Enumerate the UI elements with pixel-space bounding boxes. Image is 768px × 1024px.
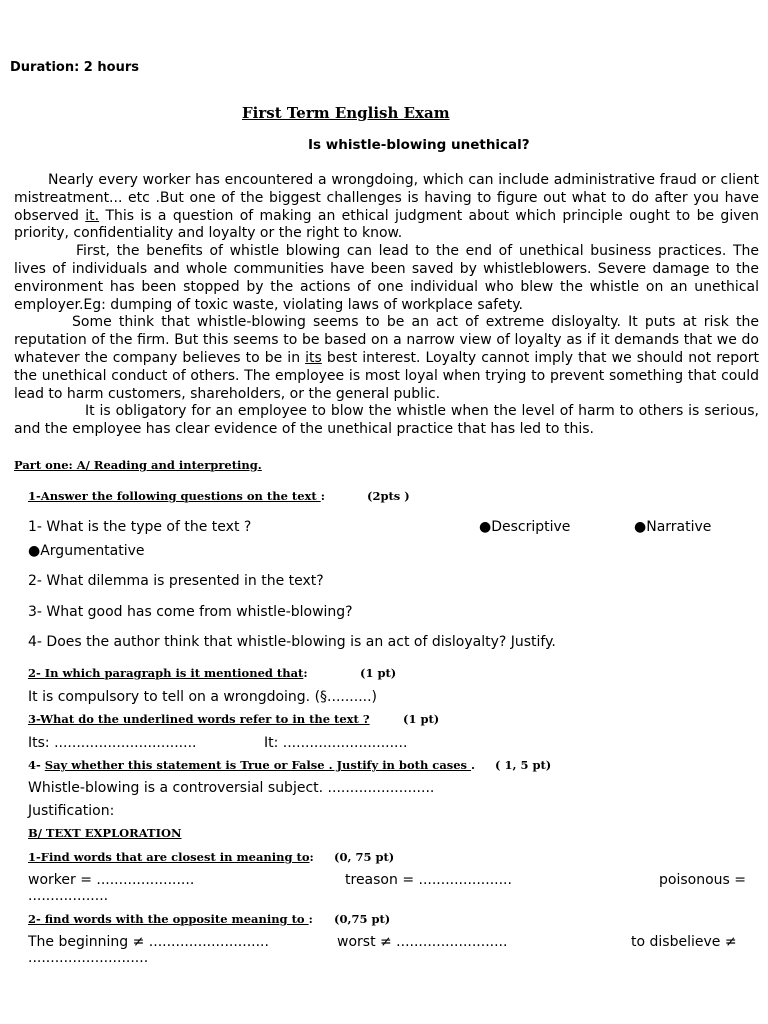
paragraph-4 — [14, 403, 759, 439]
section-4-dot: . — [471, 758, 476, 772]
underlined-word-it: it. — [85, 207, 100, 224]
question-1: 1- What is the type of the text ? — [28, 519, 252, 535]
exploration-section-2-points: (0,75 pt) — [334, 912, 391, 926]
option-descriptive: ●Descriptive — [479, 519, 571, 535]
synonym-poisonous-answer: .................. — [28, 888, 109, 904]
paragraph-2 — [14, 243, 759, 314]
opposite-disbelieve-answer: ........................... — [28, 950, 149, 966]
justification-label: Justification: — [28, 803, 115, 819]
synonym-treason: treason = ..................... — [345, 872, 512, 888]
exploration-section-1-heading — [28, 850, 314, 864]
section-3-points: (1 pt) — [403, 712, 440, 726]
section-1-colon: : — [320, 489, 325, 503]
synonym-worker: worker = ...................... — [28, 872, 195, 888]
exploration-section-1-points: (0, 75 pt) — [334, 850, 395, 864]
section-1-points: (2pts ) — [367, 489, 410, 503]
section-4-heading — [28, 758, 475, 772]
paragraph-1-part-a: Nearly every worker has encountered a wrongdoing, which can include administrative fraud or client mistreatment... etc .But one of the biggest challenges is having to figure out what to do after you have observed — [14, 172, 759, 224]
section-1-heading — [28, 489, 325, 503]
section-2-heading — [28, 666, 308, 680]
text-title: Is whistle-blowing unethical? — [308, 137, 530, 153]
option-narrative: ●Narrative — [634, 519, 712, 535]
paragraph-3-part-b: best interest. Loyalty cannot imply that we should not report the unethical conduct of others. The employee is most loyal when trying to prevent something that could lead to harm customers, shareholders, or the general public. — [14, 349, 759, 402]
paragraph-3 — [14, 314, 759, 403]
synonym-poisonous: poisonous = — [659, 872, 746, 888]
exploration-section-1-heading-text: 1-Find words that are closest in meaning to — [28, 850, 310, 864]
paragraph-2-text: First, the benefits of whistle blowing can lead to the end of unethical business practices. The lives of individuals and whole communities have been saved by whistleblowers. Severe damage to the environment has been stopped by the actions of one individual who blew the whistle on an unethical employer.Eg: dumping of toxic waste, violating laws of workplace safety. — [14, 243, 759, 313]
exploration-section-2-heading-text: 2- find words with the opposite meaning to — [28, 912, 309, 926]
section-2-points: (1 pt) — [360, 666, 397, 680]
exploration-section-1-colon: : — [309, 850, 314, 864]
option-argumentative: ●Argumentative — [28, 543, 145, 559]
opposite-worst: worst ≠ ......................... — [337, 934, 508, 950]
question-4: 4- Does the author think that whistle-blowing is an act of disloyalty? Justify. — [28, 634, 556, 650]
paragraph-3-part-a: Some think that whistle-blowing seems to be an act of extreme disloyalty. It puts at risk the reputation of the firm. But this seems to be based on a narrow view of loyalty as if it demands that we do whatever the company believes to be in — [14, 314, 759, 366]
exploration-section-2-heading — [28, 912, 313, 926]
text-exploration-heading: B/ TEXT EXPLORATION — [28, 826, 182, 840]
section-4-statement: Whistle-blowing is a controversial subject. ........................ — [28, 780, 435, 796]
question-2: 2- What dilemma is presented in the text? — [28, 573, 324, 589]
paragraph-4-text: It is obligatory for an employee to blow the whistle when the level of harm to others is serious, and the employee has clear evidence of the unethical practice that has led to this. — [14, 403, 759, 438]
paragraph-1-part-b: This is a question of making an ethical judgment about which principle ought to be given priority, confidentiality and loyalty or the right to know. — [14, 207, 759, 242]
part-one-heading: Part one: A/ Reading and interpreting. — [14, 458, 262, 472]
section-4-heading-text: Say whether this statement is True or False . Justify in both cases — [44, 758, 472, 772]
section-2-heading-text: 2- In which paragraph is it mentioned that — [28, 666, 304, 680]
section-1-heading-text: 1-Answer the following questions on the text — [28, 489, 321, 503]
exploration-section-2-colon: : — [308, 912, 313, 926]
paragraph-1 — [14, 172, 759, 243]
opposite-disbelieve: to disbelieve ≠ — [631, 934, 737, 950]
question-3: 3- What good has come from whistle-blowing? — [28, 604, 353, 620]
reading-passage — [14, 172, 759, 439]
opposite-beginning: The beginning ≠ ........................... — [28, 934, 269, 950]
section-4-points: ( 1, 5 pt) — [495, 758, 552, 772]
section-3-heading: 3-What do the underlined words refer to in the text ? — [28, 712, 370, 726]
section-2-statement: It is compulsory to tell on a wrongdoing. (§..........) — [28, 689, 378, 705]
answer-its: Its: ................................ — [28, 735, 197, 751]
exam-duration: Duration: 2 hours — [10, 60, 139, 75]
underlined-word-its: its — [305, 349, 322, 366]
section-2-colon: : — [303, 666, 308, 680]
exam-title: First Term English Exam — [242, 104, 450, 122]
answer-it: It: ............................ — [264, 735, 408, 751]
section-4-prefix: 4- — [28, 758, 45, 772]
